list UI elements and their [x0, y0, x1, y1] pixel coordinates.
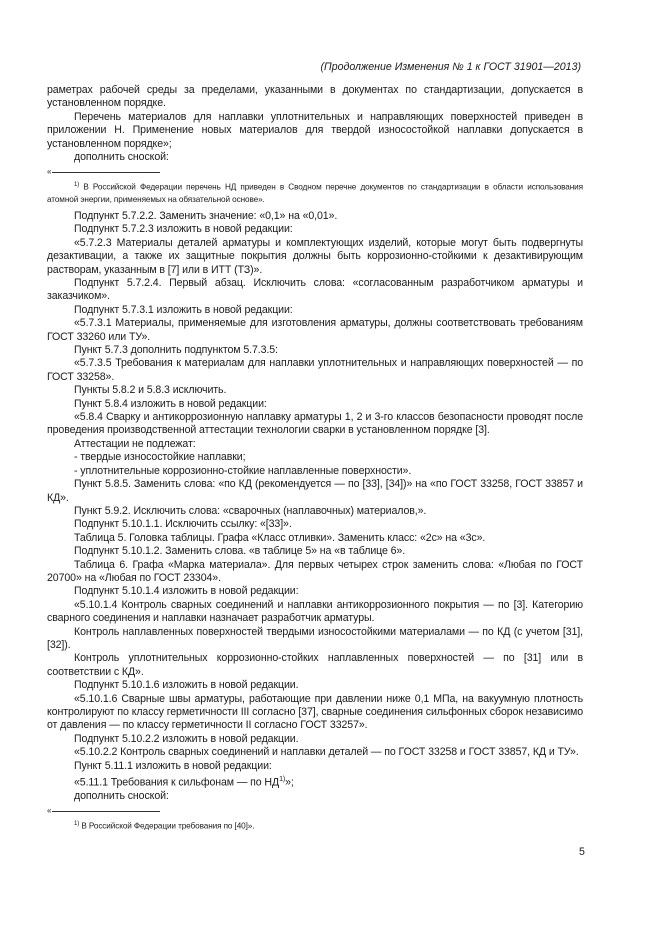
footnote-separator [47, 807, 583, 819]
footnote-rule [52, 811, 160, 812]
paragraph: Таблица 5. Головка таблицы. Графа «Класс отливки». Заменить класс: «2с» на «3с». [74, 531, 486, 544]
footnote-rule [52, 172, 160, 173]
paragraph: Пункты 5.8.2 и 5.8.3 исключить. [74, 384, 227, 397]
paragraph: дополнить сноской: [74, 151, 169, 164]
footnote-quote-mark: « [47, 806, 52, 816]
paragraph: раметрах рабочей среды за пределами, указанными в документах по стандартизации, допускается в установленном порядке. [47, 84, 583, 110]
paragraph: Пункт 5.11.1 изложить в новой редакции: [74, 759, 272, 772]
page-header: (Продолжение Изменения № 1 к ГОСТ 31901—2013) [320, 61, 581, 73]
paragraph: дополнить сноской: [74, 789, 169, 802]
paragraph: «5.7.3.1 Материалы, применяемые для изготовления арматуры, должны соответствовать требованиям ГОСТ 33260 или ТУ». [47, 317, 583, 343]
footnote-text: В Российской Федерации перечень НД приведен в Сводном перечне документов по стандартизации в области использования атомной энергии, применяемых на обязательной основе». [47, 183, 583, 204]
document-body [47, 84, 583, 833]
paragraph: Подпункт 5.10.1.4 изложить в новой редакции: [74, 585, 299, 598]
paragraph: - уплотнительные коррозионно-стойкие наплавленные поверхности». [74, 464, 412, 477]
paragraph: Контроль наплавленных поверхностей твердыми износостойкими материалами — по КД (с учетом [31], [32]). [47, 625, 583, 651]
footnote-quote-mark: « [47, 167, 52, 177]
footnote-ref: 1) [279, 776, 286, 784]
paragraph-5-11-1: «5.11.1 Требования к сильфонам — по НД$^{1)}$»; [74, 776, 294, 789]
paragraph: Пункт 5.8.4 изложить в новой редакции: [74, 397, 267, 410]
paragraph: «5.7.3.5 Требования к материалам для наплавки уплотнительных и направляющих поверхностей — по ГОСТ 33258». [47, 357, 583, 383]
footnote [47, 819, 583, 832]
paragraph: «5.8.4 Сварку и антикоррозионную наплавку арматуры 1, 2 и 3-го классов безопасности проводят после проведения производственной аттестации технологии сварки в установленном порядке [3]. [47, 411, 583, 437]
paragraph: Подпункт 5.7.2.4. Первый абзац. Исключить слова: «согласованным разработчиком арматуры и заказчиком». [47, 277, 583, 303]
footnote-marker: 1) [74, 182, 80, 189]
paragraph: «5.7.2.3 Материалы деталей арматуры и комплектующих изделий, которые могут быть подвергнуты дезактивации, а также их защитные покрытия должны быть коррозионно-стойкими к дезактивирующим растворам, указанным в [7] или в ИТТ (ТЗ)». [47, 236, 583, 276]
paragraph: «5.10.2.2 Контроль сварных соединений и наплавки деталей — по ГОСТ 33258 и ГОСТ 33857, КД и ТУ». [74, 746, 579, 759]
paragraph: Подпункт 5.10.1.6 изложить в новой редакции. [74, 679, 299, 692]
paragraph: Аттестации не подлежат: [74, 437, 196, 450]
paragraph: Контроль уплотнительных коррозионно-стойких наплавленных поверхностей — по [31] или в соответствии с КД». [47, 652, 583, 678]
paragraph: Подпункт 5.10.1.2. Заменить слова. «в таблице 5» на «в таблице 6». [74, 545, 406, 558]
footnote-text: В Российской Федерации требования по [40]». [81, 822, 255, 832]
footnote-marker: 1) [74, 821, 80, 828]
paragraph: Перечень материалов для наплавки уплотнительных и направляющих поверхностей приведен в приложении Н. Применение новых материалов для твердой износостойкой наплавки допускается в установленном порядке»; [47, 110, 583, 150]
paragraph: Пункт 5.8.5. Заменить слова: «по КД (рекомендуется — по [33], [34])» на «по ГОСТ 33258, ГОСТ 33857 и КД». [47, 478, 583, 504]
paragraph: Таблица 6. Графа «Марка материала». Для первых четырех строк заменить слова: «Любая по ГОСТ 20700» на «Любая по ГОСТ 23304». [47, 558, 583, 584]
paragraph: - твердые износостойкие наплавки; [74, 451, 246, 464]
paragraph: Подпункт 5.10.1.1. Исключить ссылку: «[33]». [74, 518, 292, 531]
page-number: 5 [579, 846, 585, 858]
paragraph: Подпункт 5.7.2.3 изложить в новой редакции: [74, 223, 293, 236]
paragraph: «5.10.1.6 Сварные швы арматуры, работающие при давлении ниже 0,1 МПа, на вакуумную плотность контролируют по классу герметичности III согласно [37], сварные соединения сильфонных сборок независимо от давления — по классу герметичности II согласно ГОСТ 33257». [47, 692, 583, 732]
paragraph: Подпункт 5.7.3.1 изложить в новой редакции: [74, 303, 293, 316]
footnote-separator [47, 168, 583, 180]
paragraph: Подпункт 5.7.2.2. Заменить значение: «0,1» на «0,01». [74, 209, 338, 222]
paragraph: «5.10.1.4 Контроль сварных соединений и наплавки антикоррозионного покрытия — по [3]. Категорию сварного соединения и наплавки назначает разработчик арматуры. [47, 598, 583, 625]
paragraph: Подпункт 5.10.2.2 изложить в новой редакции. [74, 732, 299, 745]
footnote [47, 180, 583, 205]
paragraph: Пункт 5.7.3 дополнить подпунктом 5.7.3.5: [74, 344, 278, 357]
paragraph: Пункт 5.9.2. Исключить слова: «сварочных (наплавочных) материалов,». [74, 504, 427, 517]
